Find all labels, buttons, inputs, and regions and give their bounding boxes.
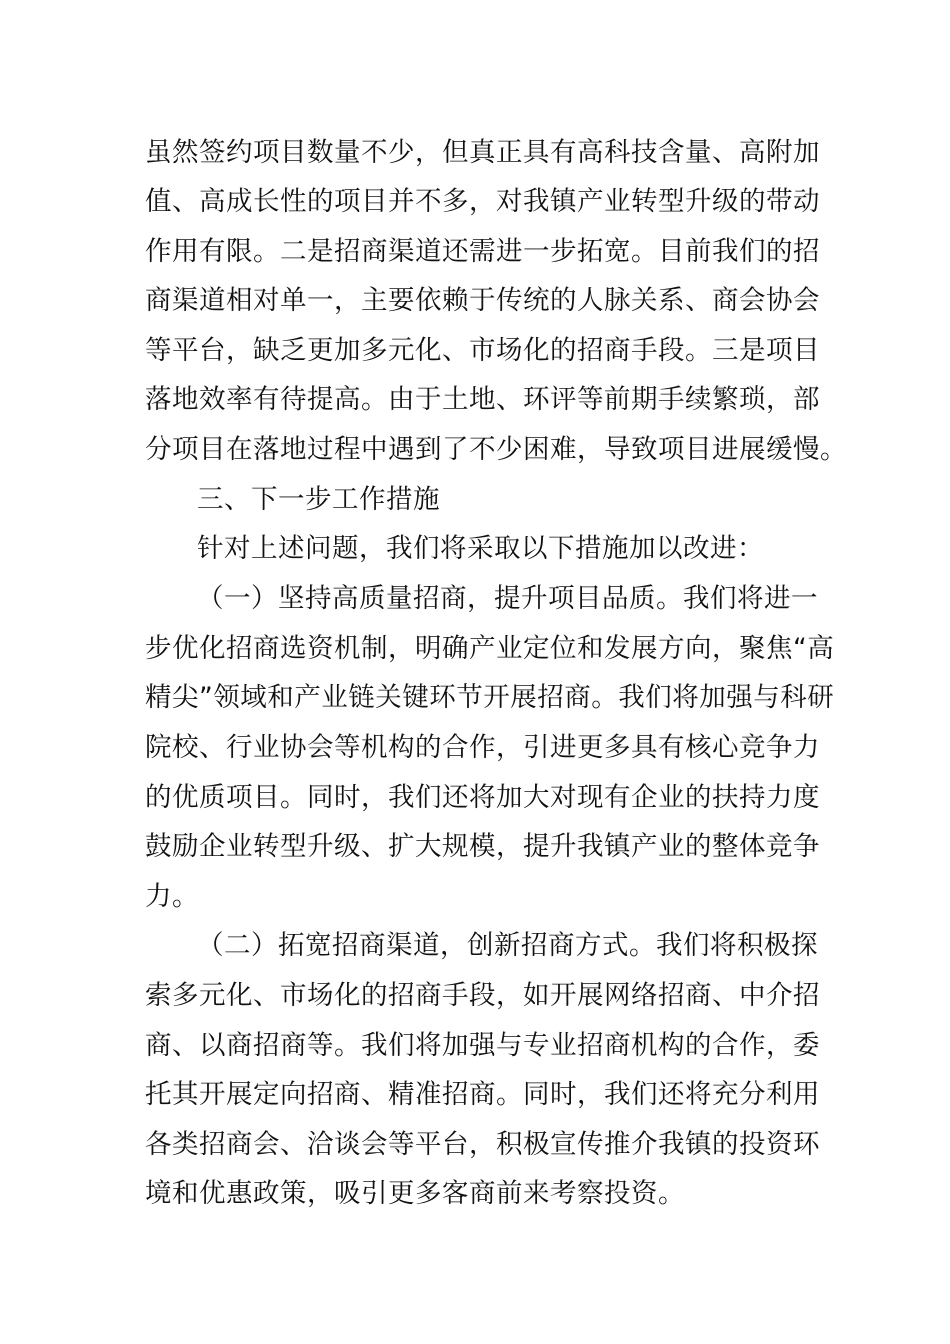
body-text-line: 落地效率有待提高。由于土地、环评等前期手续繁琐，部 (145, 384, 820, 415)
body-text-line: 索多元化、市场化的招商手段，如开展网络招商、中介招 (145, 980, 820, 1011)
body-text-line: 值、高成长性的项目并不多，对我镇产业转型升级的带动 (145, 186, 820, 217)
body-text-line: 分项目在落地过程中遇到了不少困难，导致项目进展缓慢。 (145, 434, 847, 465)
body-text-line: 力。 (145, 881, 199, 912)
body-text-line: 境和优惠政策，吸引更多客商前来考察投资。 (145, 1178, 685, 1209)
body-text-line: 作用有限。二是招商渠道还需进一步拓宽。目前我们的招 (145, 236, 820, 267)
body-text-line: 商、以商招商等。我们将加强与专业招商机构的合作，委 (145, 1030, 820, 1061)
subsection-heading-line: （二）拓宽招商渠道，创新招商方式。我们将积极探 (197, 930, 818, 961)
body-text-line: 商渠道相对单一，主要依赖于传统的人脉关系、商会协会 (145, 285, 820, 316)
body-text-line: 等平台，缺乏更加多元化、市场化的招商手段。三是项目 (145, 335, 820, 366)
body-text-line: 的优质项目。同时，我们还将加大对现有企业的扶持力度 (145, 782, 820, 813)
body-text-line: 虽然签约项目数量不少，但真正具有高科技含量、高附加 (145, 137, 820, 168)
subsection-heading-line: （一）坚持高质量招商，提升项目品质。我们将进一 (197, 583, 818, 614)
body-text-line: 托其开展定向招商、精准招商。同时，我们还将充分利用 (145, 1079, 820, 1110)
section-heading: 三、下一步工作措施 (197, 484, 440, 515)
body-text-line: 各类招商会、洽谈会等平台，积极宣传推介我镇的投资环 (145, 1129, 820, 1160)
body-text-line: 精尖”领域和产业链关键环节开展招商。我们将加强与科研 (145, 682, 835, 713)
body-text-line: 鼓励企业转型升级、扩大规模，提升我镇产业的整体竞争 (145, 831, 820, 862)
body-text-line: 针对上述问题，我们将采取以下措施加以改进： (197, 533, 764, 564)
body-text-line: 院校、行业协会等机构的合作，引进更多具有核心竞争力 (145, 732, 820, 763)
body-text-line: 步优化招商选资机制，明确产业定位和发展方向，聚焦“高 (145, 633, 835, 664)
